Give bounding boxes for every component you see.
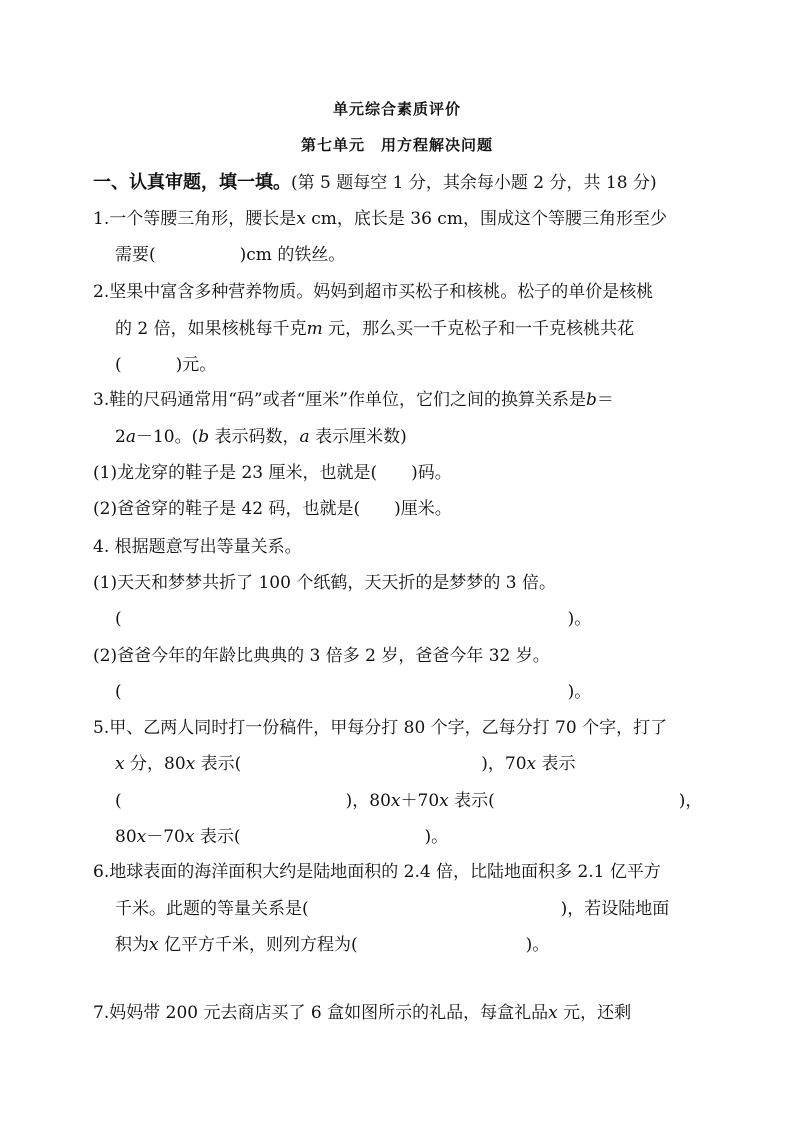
q1-line2: 需要( )cm 的铁丝。 — [115, 245, 346, 265]
q5-line4: 80x－70x 表示( )。 — [115, 827, 449, 847]
q4-sub2-answer: ( )。 — [115, 682, 592, 702]
section-title: 一、认真审题，填一填。 — [93, 172, 291, 193]
q6-line2: 千米。此题的等量关系是( )，若设陆地面 — [115, 899, 670, 919]
page-title: 单元综合素质评价 — [332, 100, 461, 118]
q5-line1: 5.甲、乙两人同时打一份稿件，甲每分打 80 个字，乙每分打 70 个字，打了 — [93, 718, 668, 738]
q1-line1: 1.一个等腰三角形，腰长是x cm，底长是 36 cm，围成这个等腰三角形至少 — [93, 209, 667, 229]
q2-line3: ( )元。 — [115, 355, 217, 375]
q5-line3: ( )，80x＋70x 表示( )， — [115, 791, 703, 811]
unit-title — [0, 134, 794, 155]
q6-line3: 积为x 亿平方千米，则列方程为( )。 — [115, 935, 550, 955]
q7-line1: 7.妈妈带 200 元去商店买了 6 盒如图所示的礼品，每盒礼品x 元，还剩 — [93, 1003, 632, 1023]
q4-sub1-answer: ( )。 — [115, 609, 592, 629]
q3-sub1: (1)龙龙穿的鞋子是 23 厘米，也就是( )码。 — [93, 463, 452, 483]
q3-line1: 3.鞋的尺码通常用“码”或者“厘米”作单位，它们之间的换算关系是b＝ — [93, 390, 614, 410]
q2-line1: 2.坚果中富含多种营养物质。妈妈到超市买松子和核桃。松子的单价是核桃 — [93, 282, 654, 302]
q6-line1: 6.地球表面的海洋面积大约是陆地面积的 2.4 倍，比陆地面积多 2.1 亿平方 — [93, 862, 661, 882]
q4-sub1: (1)天天和梦梦共折了 100 个纸鹤，天天折的是梦梦的 3 倍。 — [93, 573, 556, 593]
q3-sub2: (2)爸爸穿的鞋子是 42 码，也就是( )厘米。 — [93, 499, 452, 519]
q4-title: 4. 根据题意写出等量关系。 — [93, 537, 302, 557]
q3-line2: 2a－10。(b 表示码数，a 表示厘米数) — [115, 427, 407, 447]
q5-line2: x 分，80x 表示( )，70x 表示 — [115, 754, 576, 774]
q4-sub2: (2)爸爸今年的年龄比典典的 3 倍多 2 岁，爸爸今年 32 岁。 — [93, 646, 550, 666]
section-heading — [93, 171, 657, 195]
unit-number: 第七单元 — [300, 136, 365, 154]
unit-topic: 用方程解决问题 — [381, 136, 494, 154]
section-scoring-note: (第 5 题每空 1 分，其余每小题 2 分，共 18 分) — [291, 173, 657, 193]
q2-line2: 的 2 倍，如果核桃每千克m 元，那么买一千克松子和一千克核桃共花 — [115, 319, 635, 339]
